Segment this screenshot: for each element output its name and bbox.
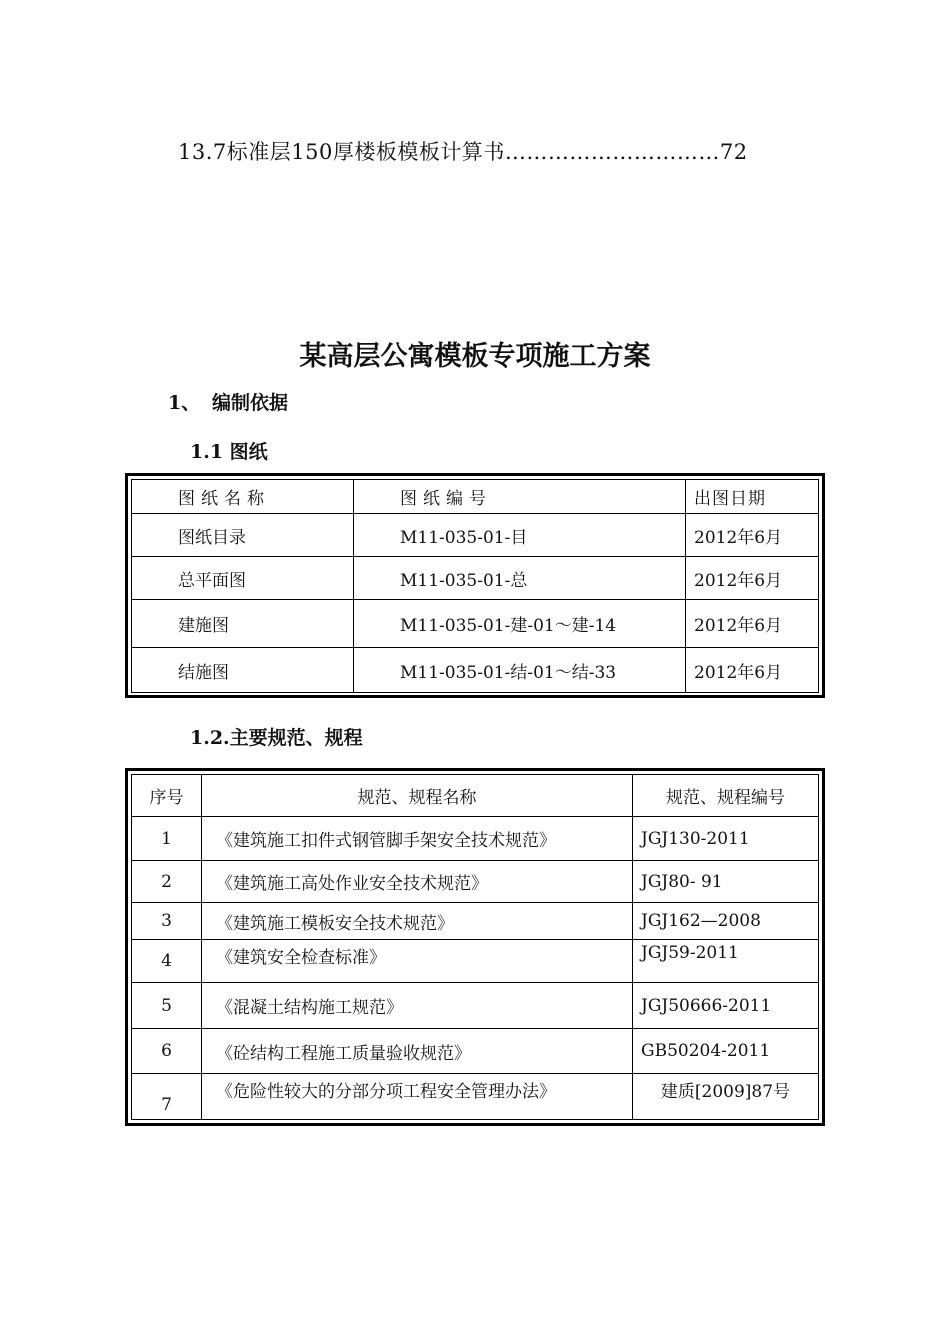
table-row (132, 903, 819, 940)
table-header-row (132, 775, 819, 817)
table-cell: JGJ130-2011 (633, 817, 819, 861)
standards-table (131, 774, 819, 1120)
table-cell: 3 (132, 903, 202, 940)
toc-entry: 13.7标准层150厚楼板模板计算书…………………………72 (178, 140, 748, 164)
table-cell: 4 (132, 940, 202, 983)
section-title: 编制依据 (212, 392, 289, 414)
table-cell: 《建筑安全检查标准》 (202, 940, 633, 983)
table-cell: 《危险性较大的分部分项工程安全管理办法》 (202, 1074, 633, 1120)
table-cell: 《建筑施工高处作业安全技术规范》 (202, 861, 633, 903)
table-cell: GB50204-2011 (633, 1029, 819, 1074)
table-row (132, 1074, 819, 1120)
header-cell: 图纸编号 (354, 480, 686, 514)
table-cell: 1 (132, 817, 202, 861)
drawings-table (131, 479, 819, 693)
table-cell: JGJ162—2008 (633, 903, 819, 940)
table-cell: 《建筑施工模板安全技术规范》 (202, 903, 633, 940)
subsection-heading-standards: 1.2.主要规范、规程 (190, 727, 363, 749)
table-cell: JGJ50666-2011 (633, 983, 819, 1029)
table-cell: 2012年6月 (686, 514, 819, 557)
header-cell: 序号 (132, 775, 202, 817)
header-cell: 图纸名称 (132, 480, 354, 514)
table-row (132, 1029, 819, 1074)
section-heading-1 (168, 388, 288, 415)
table-cell: 结施图 (132, 648, 354, 693)
table-cell: M11-035-01-目 (354, 514, 686, 557)
header-cell: 规范、规程名称 (202, 775, 633, 817)
standards-table-frame (125, 768, 825, 1126)
header-cell: 出图日期 (686, 480, 819, 514)
table-row (132, 557, 819, 600)
header-cell: 规范、规程编号 (633, 775, 819, 817)
table-cell: 建质[2009]87号 (633, 1074, 819, 1120)
section-number: 1、 (168, 392, 201, 414)
table-row (132, 600, 819, 648)
table-cell: JGJ59-2011 (633, 940, 819, 983)
table-row (132, 940, 819, 983)
drawings-table-frame (125, 473, 825, 698)
table-cell: 《建筑施工扣件式钢管脚手架安全技术规范》 (202, 817, 633, 861)
subsection-heading-drawings: 1.1 图纸 (190, 441, 268, 463)
table-row (132, 817, 819, 861)
table-header-row (132, 480, 819, 514)
table-cell: M11-035-01-建-01～建-14 (354, 600, 686, 648)
table-cell: 图纸目录 (132, 514, 354, 557)
document-title: 某高层公寓模板专项施工方案 (299, 341, 651, 372)
table-cell: M11-035-01-总 (354, 557, 686, 600)
table-row (132, 648, 819, 693)
table-cell: 5 (132, 983, 202, 1029)
table-cell: 《混凝土结构施工规范》 (202, 983, 633, 1029)
table-cell: JGJ80- 91 (633, 861, 819, 903)
table-cell: 2012年6月 (686, 557, 819, 600)
table-cell: 2012年6月 (686, 600, 819, 648)
table-cell: 7 (132, 1074, 202, 1120)
table-cell: 6 (132, 1029, 202, 1074)
table-row (132, 983, 819, 1029)
table-cell: 2012年6月 (686, 648, 819, 693)
table-cell: M11-035-01-结-01～结-33 (354, 648, 686, 693)
table-cell: 建施图 (132, 600, 354, 648)
table-row (132, 861, 819, 903)
table-cell: 总平面图 (132, 557, 354, 600)
table-cell: 2 (132, 861, 202, 903)
table-cell: 《砼结构工程施工质量验收规范》 (202, 1029, 633, 1074)
table-row (132, 514, 819, 557)
